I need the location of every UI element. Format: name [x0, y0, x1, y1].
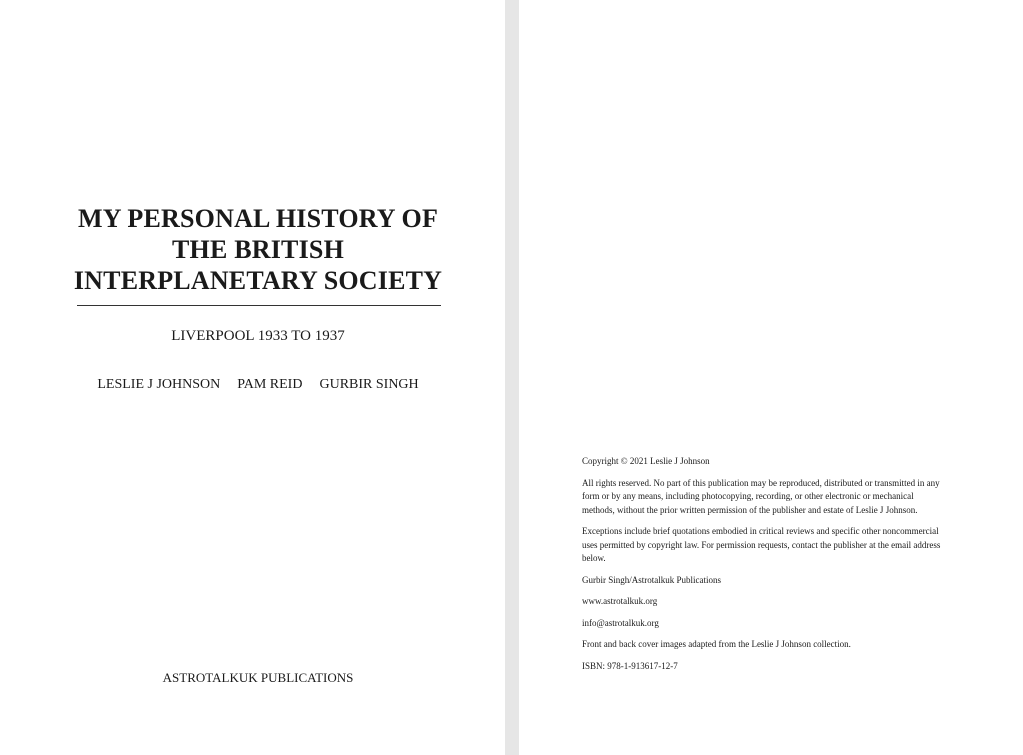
book-title-line: INTERPLANETARY SOCIETY: [73, 266, 443, 295]
copyright-line: Copyright © 2021 Leslie J Johnson: [582, 456, 710, 466]
isbn-line: ISBN: 978-1-913617-12-7: [582, 660, 678, 671]
book-title-line: THE BRITISH: [172, 235, 344, 264]
website-text: www.astrotalkuk.org: [582, 596, 658, 606]
copyright-notice: [582, 455, 947, 681]
author-name: PAM REID: [237, 377, 303, 392]
rights-paragraph: All rights reserved. No part of this publication may be reproduced, distributed or transmitted in any form or by any means, including photocopying, recording, or other electronic or mechanical methods, without the prior written permission of the publisher and estate of Leslie J Johnson.: [582, 477, 940, 515]
publisher-name: Gurbir Singh/Astrotalkuk Publications: [582, 574, 721, 585]
publisher-imprint: ASTROTALKUK PUBLICATIONS: [162, 670, 354, 685]
copyright-page: [519, 0, 1023, 755]
cover-credit: Front and back cover images adapted from the Leslie J Johnson collection.: [582, 639, 851, 649]
author-name: LESLIE J JOHNSON: [97, 377, 221, 392]
book-title: [0, 203, 516, 296]
author-list: [0, 377, 516, 393]
title-divider: [77, 305, 441, 306]
book-title-line: MY PERSONAL HISTORY OF: [77, 204, 439, 233]
exceptions-paragraph: Exceptions include brief quotations embodied in critical reviews and specific other noncommercial uses permitted by copyright law. For permission requests, contact the publisher at the email address below.: [582, 526, 941, 563]
title-page: [0, 0, 505, 755]
email-text: info@astrotalkuk.org: [582, 617, 659, 628]
author-name: GURBIR SINGH: [319, 377, 419, 392]
book-subtitle: LIVERPOOL 1933 TO 1937: [171, 328, 345, 344]
